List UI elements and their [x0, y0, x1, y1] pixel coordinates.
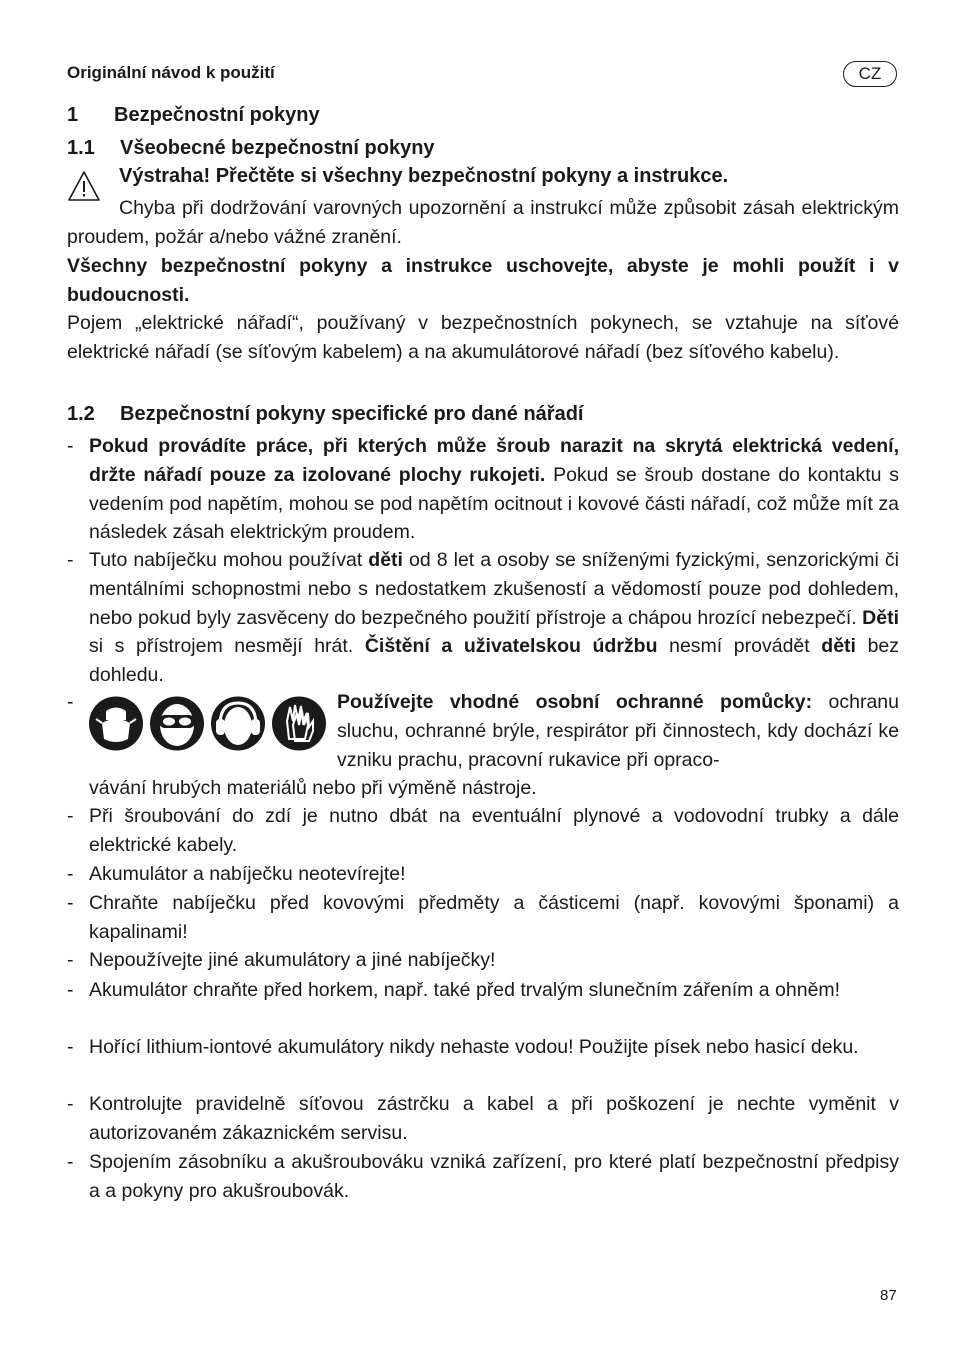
list-item — [67, 946, 899, 975]
item-text: Pokud se šroub dostane do kontaktu s vedením pod napětím, mohou se pod napětím ocitnout i kovové části nářadí, což může mít za následek zásah elektrickým proudem. — [89, 463, 899, 544]
item-bold: děti — [368, 549, 403, 571]
item-bold: Používejte vhodné osobní ochranné pomůcky: — [337, 691, 813, 713]
item-text: bez dohledu. — [89, 635, 900, 687]
list-dash: - — [67, 949, 74, 971]
section-number: 1.1 — [67, 137, 95, 159]
ppe-text-continued: vávání hrubých materiálů nebo při výměně nástroje. — [89, 777, 537, 799]
item-text: Chraňte nabíječku před kovovými předměty a částicemi (např. kovovými šponami) a kapalinami! — [89, 892, 899, 943]
section-number: 1.2 — [67, 403, 95, 425]
list-item — [67, 546, 899, 690]
ear-protection-icon — [211, 697, 265, 751]
page-number: 87 — [880, 1287, 897, 1304]
section-title: Bezpečnostní pokyny specifické pro dané nářadí — [120, 403, 584, 425]
section-title: Všeobecné bezpečnostní pokyny — [120, 137, 435, 159]
list-item — [67, 1033, 899, 1062]
list-item — [67, 1090, 899, 1148]
list-item — [67, 1148, 899, 1206]
list-dash: - — [67, 691, 74, 713]
section-heading-1 — [67, 104, 320, 127]
term-definition: Pojem „elektrické nářadí“, používaný v bezpečnostních pokynech, se vztahuje na síťové elektrické nářadí (se síťovým kabelem) a na akumulátorové nářadí (bez síťového kabelu). — [67, 312, 899, 363]
item-bold: Čištění a uživatelskou údržbu — [364, 635, 658, 658]
warning-text: Chyba při dodržování varovných upozornění a instrukcí může způsobit zásah elektrickým proudem, požár a/nebo vážné zranění. — [67, 197, 899, 248]
item-text: Akumulátor chraňte před horkem, např. také před trvalým slunečním zářením a ohněm! — [89, 979, 841, 1001]
item-text: nesmí provádět — [657, 635, 822, 658]
item-text: Hořící lithium-iontové akumulátory nikdy nehaste vodou! Použijte písek nebo hasicí deku. — [89, 1036, 859, 1058]
item-text: Akumulátor a nabíječku neotevírejte! — [89, 863, 406, 885]
list-dash: - — [67, 435, 74, 457]
list-dash: - — [67, 549, 74, 571]
section-title: Bezpečnostní pokyny — [114, 104, 320, 126]
list-dash: - — [67, 979, 74, 1001]
item-text: Spojením zásobníku a akušroubováku vzniká zařízení, pro které platí bezpečnostní předpisy a a pokyny pro akušroubovák. — [89, 1151, 899, 1202]
warning-title: Výstraha! Přečtěte si všechny bezpečnostní pokyny a instrukce. — [119, 165, 729, 187]
ppe-icons — [88, 695, 326, 752]
document-header: Originální návod k použití — [67, 63, 275, 82]
respirator-icon — [89, 697, 143, 751]
list-dash: - — [67, 863, 74, 885]
list-item — [67, 976, 899, 1005]
item-bold: Pokud provádíte práce, při kterých může šroub narazit na skrytá elektrická vedení, držte nářadí pouze za izolované plochy rukojeti. — [89, 435, 899, 486]
language-badge: CZ — [843, 61, 897, 87]
section-heading-1-1 — [67, 137, 435, 160]
item-text: ochranu sluchu, ochranné brýle, respirátor při činnostech, kdy dochází ke vzniku prachu, pracovní rukavice při opraco- — [337, 691, 900, 771]
safety-goggles-icon — [150, 697, 204, 751]
list-dash: - — [67, 892, 74, 914]
list-item — [67, 432, 899, 547]
list-dash: - — [67, 805, 74, 827]
item-bold: Děti — [862, 606, 899, 629]
item-text: Tuto nabíječku mohou používat — [89, 549, 369, 571]
item-text: Při šroubování do zdí je nutno dbát na eventuální plynové a vodovodní trubky a dále elektrické kabely. — [89, 805, 899, 856]
keep-instructions: Všechny bezpečnostní pokyny a instrukce uschovejte, abyste je mohli použít i v budoucnosti. — [67, 255, 899, 306]
list-dash: - — [67, 1093, 74, 1115]
gloves-icon — [272, 697, 326, 751]
section-number: 1 — [67, 104, 79, 126]
item-text: Nepoužívejte jiné akumulátory a jiné nabíječky! — [89, 949, 496, 971]
list-dash: - — [67, 1036, 74, 1058]
list-item — [67, 889, 899, 947]
item-text: Kontrolujte pravidelně síťovou zástrčku a kabel a při poškození je nechte vyměnit v autorizovaném zákaznickém servisu. — [89, 1093, 899, 1144]
item-text: od 8 let a osoby se sníženými fyzickými, senzorickými či mentálními schopnostmi nebo s nedostatkem zkušeností a vědomostí pouze pod dohledem, nebo pokud byly zasvěceny do bezpečného použití přístroje a chápou hrozící nebezpečí. — [89, 549, 900, 629]
list-dash: - — [67, 1151, 74, 1173]
list-item — [67, 860, 899, 889]
item-bold: děti — [821, 635, 856, 658]
list-item — [67, 802, 899, 860]
item-text: si s přístrojem nesmějí hrát. — [89, 635, 365, 658]
ppe-text — [337, 688, 899, 774]
section-heading-1-2 — [67, 403, 583, 426]
